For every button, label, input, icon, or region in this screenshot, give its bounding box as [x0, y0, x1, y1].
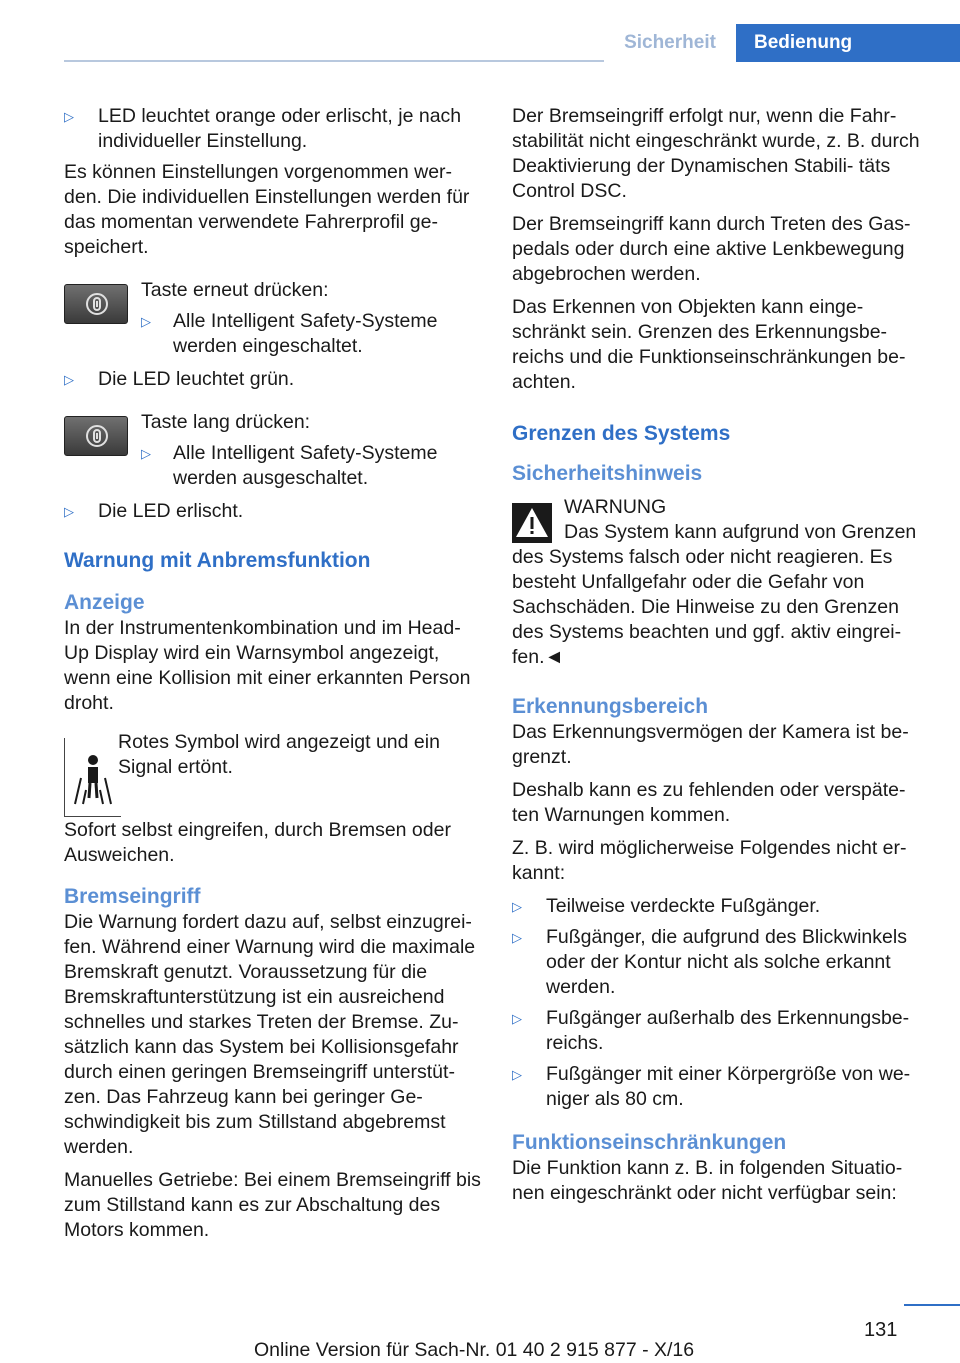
- list-item-text: Alle Intelligent Safety-Systeme werden ausgeschaltet.: [173, 442, 438, 489]
- list-item-text: Alle Intelligent Safety-Systeme werden eingeschaltet.: [173, 310, 438, 357]
- button-instruction: [64, 410, 482, 491]
- list-item-text: Fußgänger mit einer Körpergröße von we- niger als 80 cm.: [546, 1063, 911, 1110]
- bullet-icon: ▷: [141, 314, 151, 329]
- list-item: [512, 894, 932, 919]
- subsection-heading: Erkennungsbereich: [512, 695, 709, 718]
- warning-box: [512, 495, 932, 520]
- button-instruction: [64, 278, 482, 359]
- list-item: [512, 925, 932, 1000]
- right-column: [512, 104, 932, 1214]
- symbol-instruction-text: Rotes Symbol wird angezeigt und ein Signal ertönt.: [118, 731, 440, 778]
- intelligent-safety-button-icon: [64, 284, 128, 324]
- bullet-icon: ▷: [64, 109, 74, 124]
- list-item: [64, 367, 482, 392]
- bullet-icon: ▷: [64, 504, 74, 519]
- subsection-heading: Anzeige: [64, 591, 145, 614]
- paragraph: Manuelles Getriebe: Bei einem Bremseingriff bis zum Stillstand kann es zur Abschaltung des Motors kommen.: [64, 1169, 481, 1241]
- subsection-heading: Bremseingriff: [64, 885, 201, 908]
- page-number: 131: [864, 1319, 898, 1341]
- bullet-icon: ▷: [64, 372, 74, 387]
- pedestrian-warning-icon: [64, 738, 121, 817]
- list-item-text: Die LED erlischt.: [98, 500, 244, 522]
- paragraph: Es können Einstellungen vorgenommen wer- den. Die individuellen Einstellungen werden für das momentan verwendete Fahrerprofil ge- speichert.: [64, 161, 470, 258]
- section-heading: Warnung mit Anbremsfunktion: [64, 549, 371, 572]
- paragraph: Das Erkennen von Objekten kann einge- schränkt sein. Grenzen des Erkennungsbe- reichs und die Funktionseinschränkungen be- achten.: [512, 296, 906, 393]
- paragraph: Der Bremseingriff kann durch Treten des Gas- pedals oder durch eine aktive Lenkbewegung abgebrochen werden.: [512, 213, 911, 285]
- list-item: [64, 104, 482, 154]
- warning-title: WARNUNG: [564, 496, 667, 518]
- list-item-text: Teilweise verdeckte Fußgänger.: [546, 895, 821, 917]
- subsection-heading: Sicherheitshinweis: [512, 462, 703, 485]
- list-item-text: Fußgänger, die aufgrund des Blickwinkels oder der Kontur nicht als solche erkannt werden.: [546, 926, 907, 998]
- button-instruction-text: Taste lang drücken:: [141, 411, 311, 433]
- bullet-icon: ▷: [512, 1067, 522, 1082]
- left-column: [64, 104, 482, 1251]
- list-item: [141, 441, 482, 491]
- paragraph: Die Warnung fordert dazu auf, selbst einzugrei- fen. Während einer Warnung wird die maximale Bremskraft genutzt. Voraussetzung für die Bremskraftunterstützung ist ein ausreichend schnelles und starkes Treten der Bremse. Zu- sätzlich kann das System bei Kollisionsgefahr durch einen geringen Bremseingriff unterstüt- zen. Das Fahrzeug kann bei geringer Ge- schwindigkeit bis zum Stillstand abgebremst werden.: [64, 911, 476, 1158]
- bullet-icon: ▷: [512, 1011, 522, 1026]
- list-item-text: Die LED leuchtet grün.: [98, 368, 295, 390]
- list-item-text: LED leuchtet orange oder erlischt, je nach individueller Einstellung.: [98, 105, 462, 152]
- paragraph: Sofort selbst eingreifen, durch Bremsen oder Ausweichen.: [64, 819, 451, 866]
- paragraph: In der Instrumentenkombination und im Head- Up Display wird ein Warnsymbol angezeigt, wenn eine Kollision mit einer erkannten Person droht.: [64, 617, 471, 714]
- warning-triangle-icon: [512, 503, 552, 543]
- symbol-instruction: [64, 730, 482, 816]
- button-instruction-text: Taste erneut drücken:: [141, 279, 329, 301]
- footer-text: Online Version für Sach-Nr. 01 40 2 915 877 - X/16: [254, 1339, 695, 1361]
- tab-bedienung[interactable]: Bedienung: [736, 24, 960, 62]
- paragraph: Der Bremseingriff erfolgt nur, wenn die Fahr- stabilität nicht eingeschränkt wurde, z. B. durch Deaktivierung der Dynamischen Stabili- täts Control DSC.: [512, 105, 920, 202]
- warning-text: Das System kann aufgrund von Grenzen des Systems falsch oder nicht reagieren. Es besteht Unfallgefahr oder die Gefahr von Sachschäden. Die Hinweise zu den Grenzen des Systems beachten und ggf. aktiv eingrei- fen.◄: [512, 521, 917, 668]
- list-item: [512, 1006, 932, 1056]
- list-item: [64, 499, 482, 524]
- page-number-rule: [904, 1304, 960, 1306]
- paragraph: Das Erkennungsvermögen der Kamera ist be- grenzt.: [512, 721, 909, 768]
- list-item: [141, 309, 482, 359]
- section-heading: Grenzen des Systems: [512, 422, 731, 445]
- subsection-heading: Funktionseinschränkungen: [512, 1131, 787, 1154]
- paragraph: Deshalb kann es zu fehlenden oder verspäte- ten Warnungen kommen.: [512, 779, 906, 826]
- intelligent-safety-button-icon: [64, 416, 128, 456]
- list-item-text: Fußgänger außerhalb des Erkennungsbe- reichs.: [546, 1007, 910, 1054]
- list-item: [512, 1062, 932, 1112]
- paragraph: Die Funktion kann z. B. in folgenden Situatio- nen eingeschränkt oder nicht verfügbar sein:: [512, 1157, 903, 1204]
- bullet-icon: ▷: [512, 899, 522, 914]
- tab-sicherheit[interactable]: Sicherheit: [604, 24, 736, 62]
- paragraph: Z. B. wird möglicherweise Folgendes nicht er- kannt:: [512, 837, 907, 884]
- bullet-icon: ▷: [512, 930, 522, 945]
- bullet-icon: ▷: [141, 446, 151, 461]
